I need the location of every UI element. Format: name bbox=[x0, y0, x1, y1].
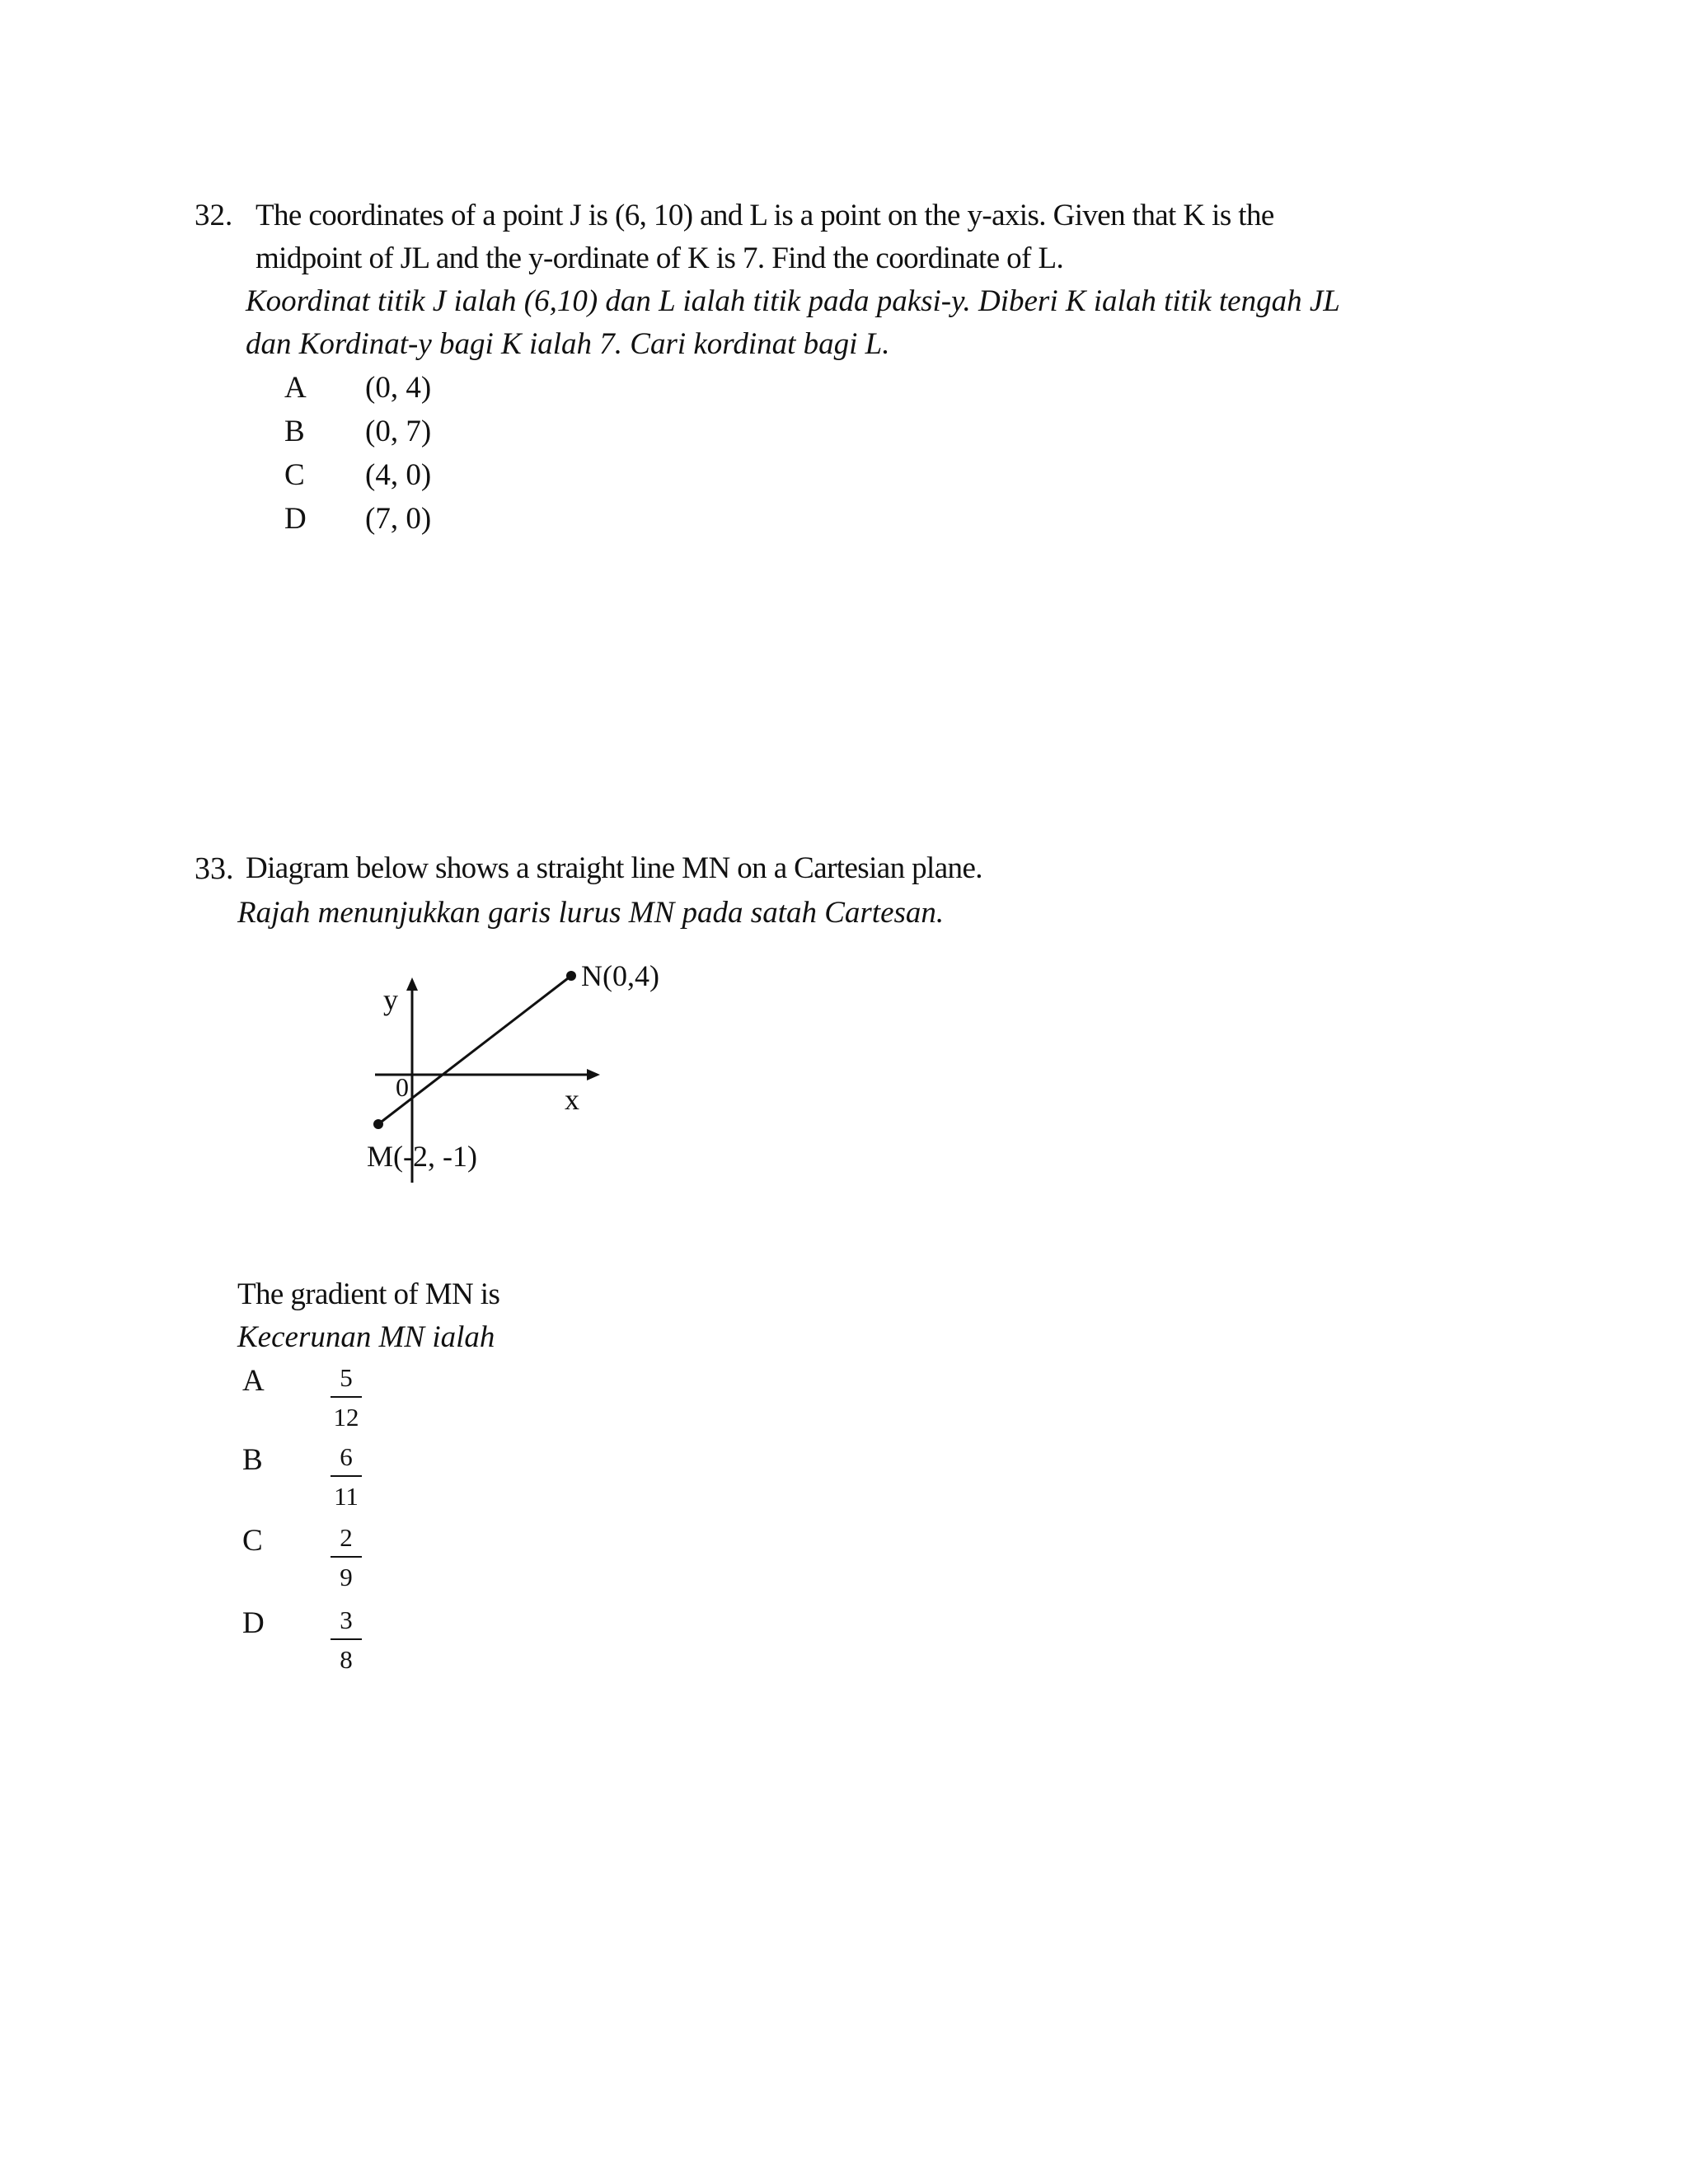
fraction-denominator: 9 bbox=[340, 1563, 353, 1591]
gradient-question-malay: Kecerunan MN ialah bbox=[237, 1320, 495, 1354]
fraction-denominator: 11 bbox=[334, 1482, 359, 1511]
x-axis-arrow bbox=[587, 1069, 600, 1080]
fraction-numerator: 3 bbox=[340, 1605, 353, 1634]
y-axis-arrow bbox=[406, 977, 418, 991]
option-fraction bbox=[328, 1363, 364, 1432]
option-fraction bbox=[328, 1442, 364, 1511]
option-letter: B bbox=[284, 415, 305, 448]
fraction-numerator: 6 bbox=[340, 1442, 353, 1471]
question-text-line-2: midpoint of JL and the y-ordinate of K is 7. Find the coordinate of L. bbox=[256, 241, 1064, 275]
gradient-question: The gradient of MN is bbox=[237, 1277, 500, 1311]
fraction-denominator: 8 bbox=[340, 1645, 353, 1674]
question-text: Diagram below shows a straight line MN on a Cartesian plane. bbox=[246, 851, 982, 885]
fraction-bar bbox=[331, 1556, 362, 1558]
option-value: (0, 4) bbox=[365, 371, 432, 405]
question-text-line-1: The coordinates of a point J is (6, 10) and L is a point on the y-axis. Given that K is the bbox=[256, 199, 1274, 232]
fraction-bar bbox=[331, 1475, 362, 1477]
option-value: (0, 7) bbox=[365, 415, 432, 448]
x-axis-label: x bbox=[565, 1083, 579, 1116]
option-value: (7, 0) bbox=[365, 502, 432, 536]
y-axis-label: y bbox=[383, 983, 398, 1016]
option-letter: D bbox=[242, 1606, 265, 1640]
fraction-denominator: 12 bbox=[333, 1403, 359, 1432]
fraction-bar bbox=[331, 1638, 362, 1640]
fraction-numerator: 2 bbox=[340, 1523, 353, 1552]
option-letter: D bbox=[284, 502, 307, 536]
option-letter: C bbox=[242, 1524, 263, 1558]
question-number: 33. bbox=[195, 851, 234, 886]
option-letter: B bbox=[242, 1443, 263, 1477]
option-letter: C bbox=[284, 458, 305, 492]
option-fraction bbox=[328, 1605, 364, 1675]
point-m bbox=[373, 1119, 383, 1129]
question-malay: Rajah menunjukkan garis lurus MN pada satah Cartesan. bbox=[237, 896, 945, 930]
option-letter: A bbox=[284, 371, 307, 405]
option-fraction bbox=[328, 1523, 364, 1592]
line-mn bbox=[378, 976, 571, 1124]
fraction-numerator: 5 bbox=[340, 1363, 353, 1392]
point-n bbox=[566, 971, 576, 981]
option-letter: A bbox=[242, 1364, 265, 1398]
fraction-bar bbox=[331, 1396, 362, 1398]
question-number: 32. bbox=[195, 199, 233, 232]
origin-label: 0 bbox=[396, 1072, 409, 1102]
question-malay-line-1: Koordinat titik J ialah (6,10) dan L ialah titik pada paksi-y. Diberi K ialah titik tengah JL bbox=[246, 284, 1340, 318]
point-m-label: M(-2, -1) bbox=[367, 1140, 477, 1173]
option-value: (4, 0) bbox=[365, 458, 432, 492]
question-malay-line-2: dan Kordinat-y bagi K ialah 7. Cari kordinat bagi L. bbox=[246, 327, 890, 361]
point-n-label: N(0,4) bbox=[581, 959, 659, 992]
